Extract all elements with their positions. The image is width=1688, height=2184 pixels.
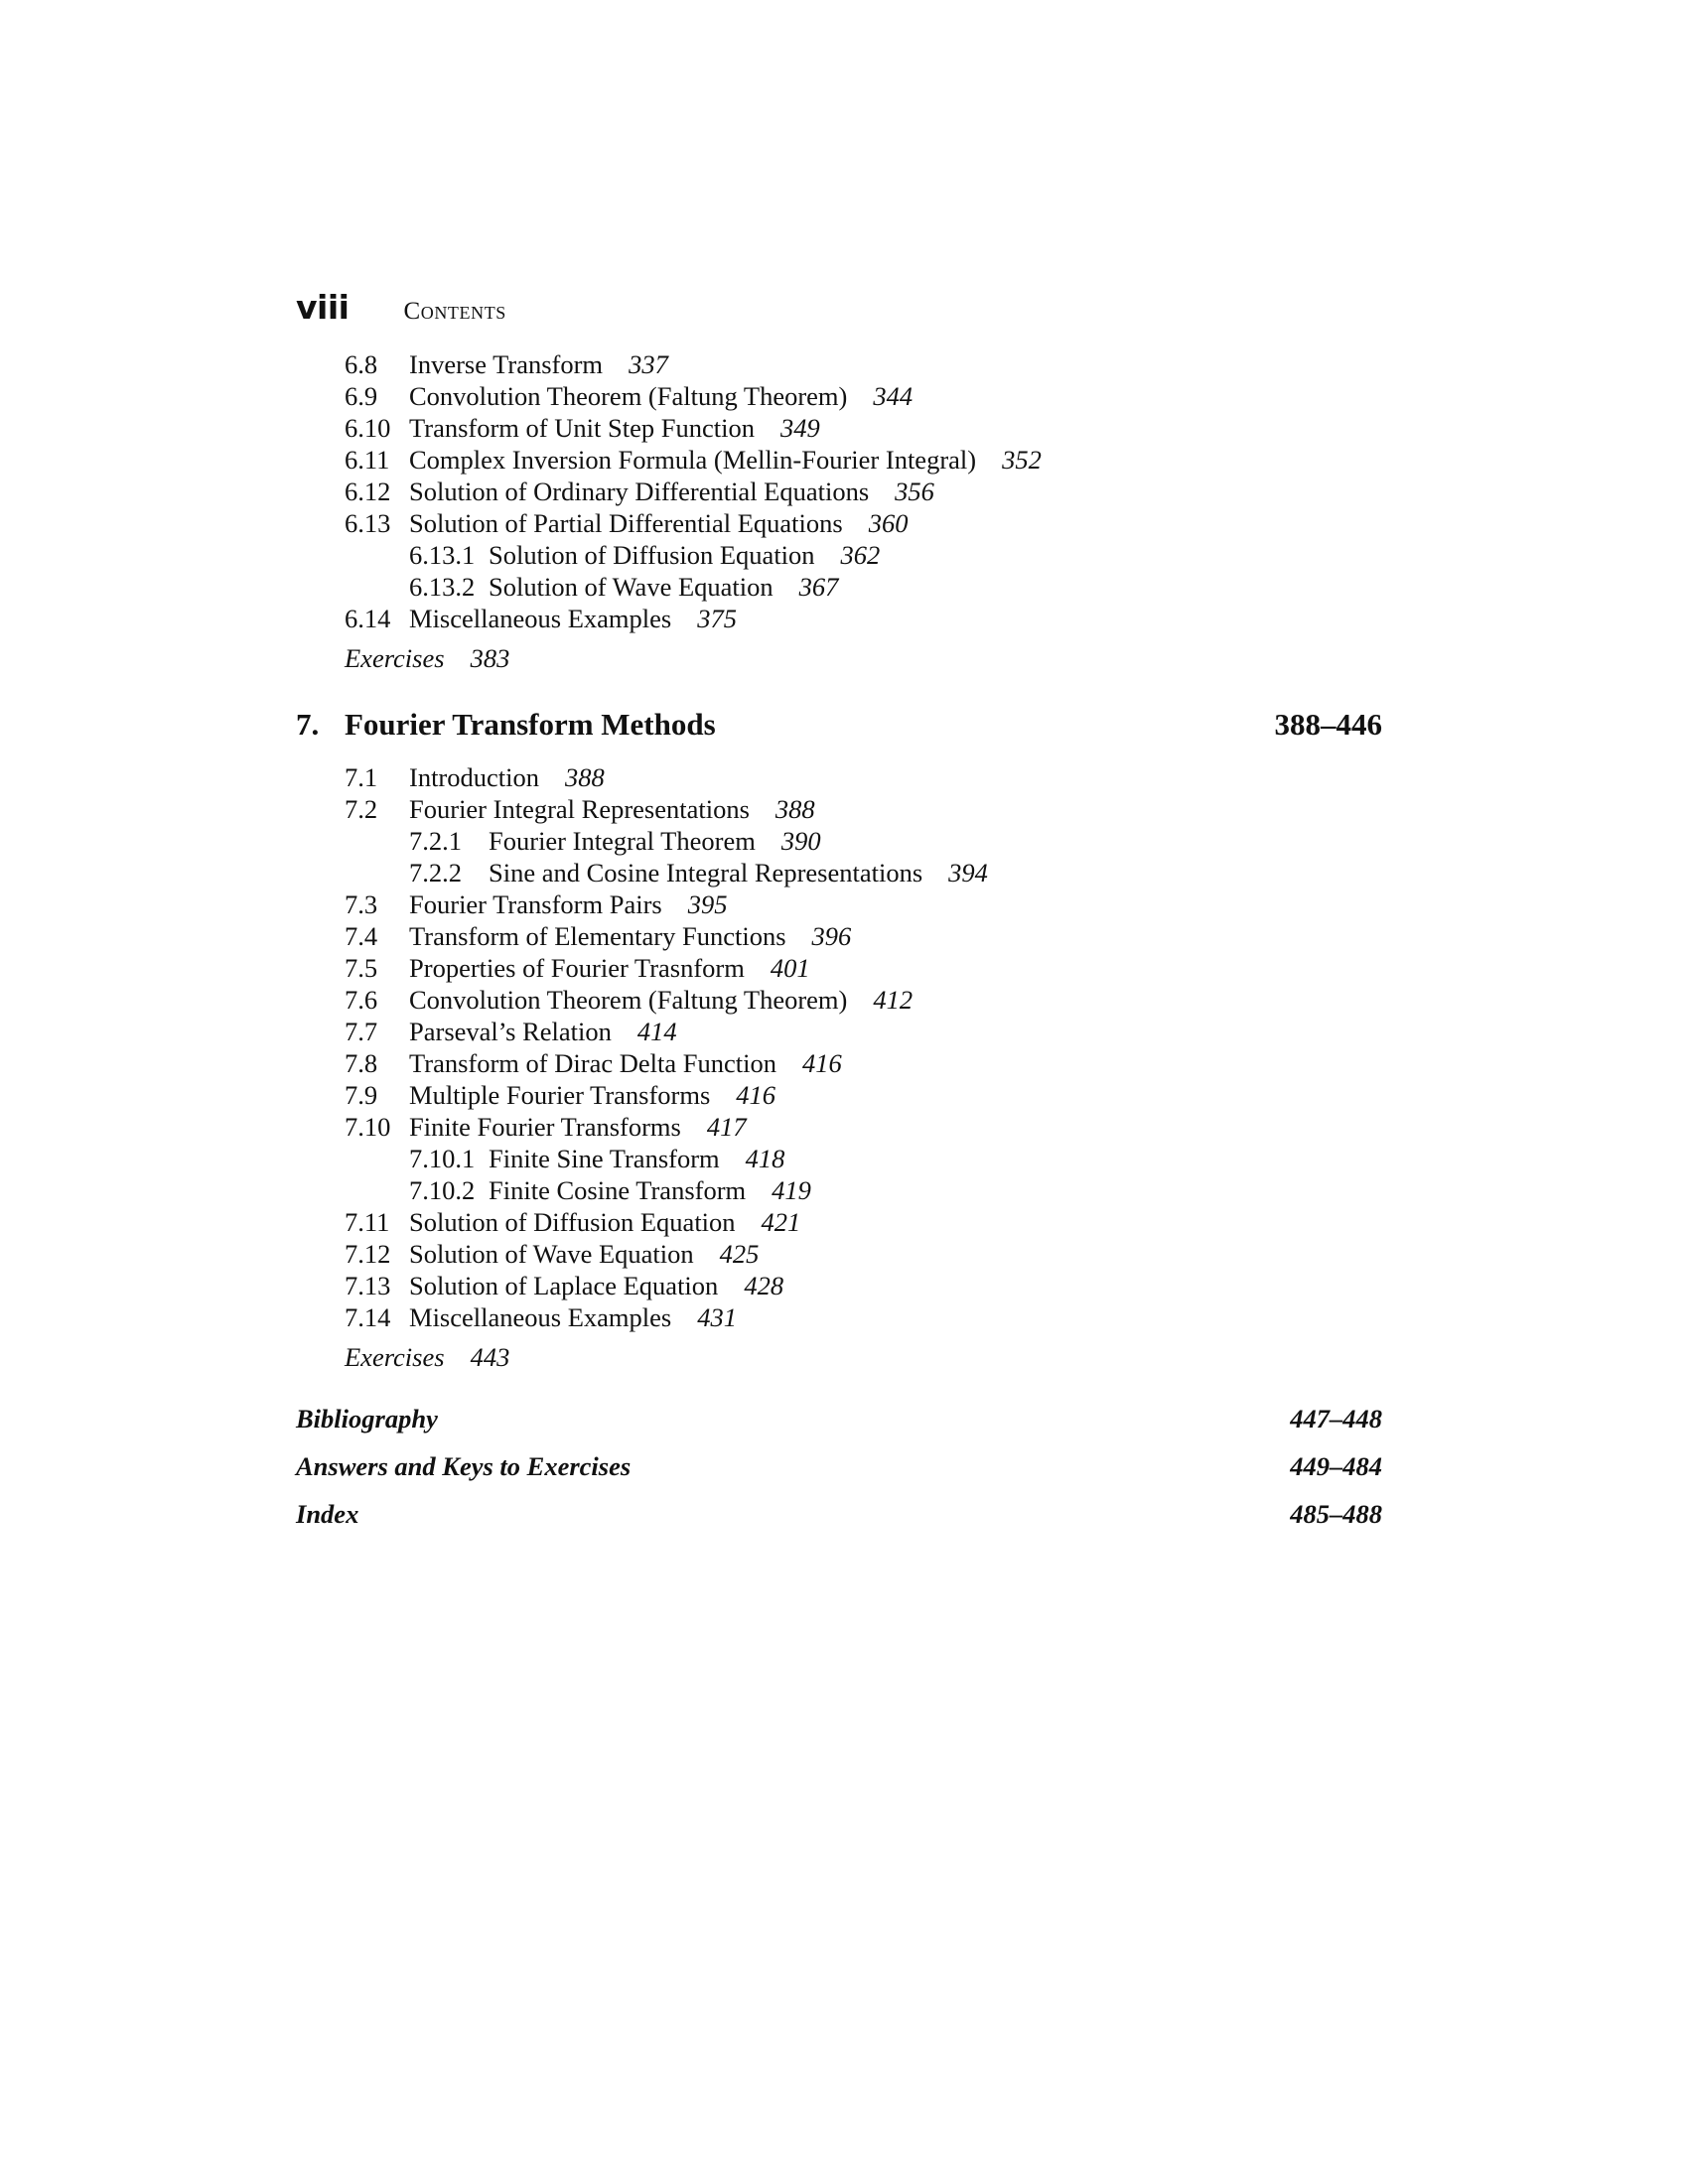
section-page: 388 (565, 762, 605, 792)
toc-entry-6-13-1[interactable] (409, 539, 880, 571)
chapter-pages: 388–446 (1274, 707, 1382, 742)
section-page: 412 (873, 985, 914, 1015)
section-title: Miscellaneous Examples (409, 604, 672, 633)
section-title: Solution of Wave Equation (409, 1239, 694, 1269)
section-page: 417 (706, 1112, 747, 1142)
toc-exercises-6[interactable] (345, 642, 509, 674)
toc-entry-6-8[interactable] (345, 348, 668, 380)
toc-entry-7-1[interactable] (345, 761, 605, 793)
toc-entry-7-13[interactable] (345, 1270, 783, 1301)
subsection-title: Finite Sine Transform (489, 1144, 720, 1173)
backmatter-title: Index (296, 1499, 359, 1529)
section-number: 7.3 (345, 889, 378, 919)
backmatter-pages: 447–448 (1290, 1404, 1382, 1433)
section-number: 7.14 (345, 1302, 391, 1332)
subsection-number: 7.2.1 (409, 826, 462, 856)
toc-exercises-7[interactable] (345, 1341, 509, 1373)
section-title: Introduction (409, 762, 539, 792)
subsection-title: Finite Cosine Transform (489, 1175, 747, 1205)
backmatter-title: Bibliography (296, 1404, 438, 1433)
chapter-title: Fourier Transform Methods (345, 707, 716, 742)
toc-entry-7-2[interactable] (345, 793, 815, 825)
section-title: Solution of Ordinary Differential Equations (409, 477, 870, 506)
section-page: 360 (868, 508, 909, 538)
section-page: 395 (687, 889, 728, 919)
subsection-page: 419 (772, 1175, 811, 1205)
toc-entry-7-2-2[interactable] (409, 857, 988, 888)
exercises-page: 383 (470, 643, 510, 673)
section-page: 352 (1002, 445, 1042, 475)
backmatter-pages: 485–488 (1290, 1499, 1382, 1529)
subsection-page: 394 (948, 858, 988, 887)
toc-entry-7-9[interactable] (345, 1079, 775, 1111)
toc-index[interactable] (296, 1497, 1382, 1531)
toc-bibliography[interactable] (296, 1402, 1382, 1435)
page-folio: viii (296, 288, 350, 327)
subsection-page: 390 (780, 826, 821, 856)
section-title: Transform of Unit Step Function (409, 413, 755, 443)
exercises-page: 443 (470, 1342, 510, 1372)
section-number: 7.2 (345, 794, 378, 824)
running-head: Contents (403, 298, 506, 325)
section-page: 421 (761, 1207, 801, 1237)
section-page: 396 (811, 921, 852, 951)
section-number: 7.7 (345, 1017, 378, 1046)
subsection-title: Sine and Cosine Integral Representations (489, 858, 923, 887)
toc-entry-7-6[interactable] (345, 984, 913, 1016)
section-page: 356 (895, 477, 934, 506)
toc-answers[interactable] (296, 1449, 1382, 1483)
section-title: Miscellaneous Examples (409, 1302, 672, 1332)
section-page: 375 (697, 604, 737, 633)
toc-entry-6-13-2[interactable] (409, 571, 838, 603)
toc-entry-7-2-1[interactable] (409, 825, 821, 857)
section-number: 7.8 (345, 1048, 378, 1078)
backmatter-title: Answers and Keys to Exercises (296, 1451, 632, 1481)
section-page: 431 (697, 1302, 737, 1332)
toc-entry-7-4[interactable] (345, 920, 851, 952)
subsection-number: 7.2.2 (409, 858, 462, 887)
subsection-number: 7.10.1 (409, 1144, 476, 1173)
section-title: Parseval’s Relation (409, 1017, 612, 1046)
toc-entry-7-3[interactable] (345, 888, 727, 920)
section-title: Multiple Fourier Transforms (409, 1080, 711, 1110)
section-number: 6.9 (345, 381, 378, 411)
section-number: 7.4 (345, 921, 378, 951)
section-number: 7.12 (345, 1239, 391, 1269)
subsection-page: 367 (798, 572, 839, 602)
toc-entry-7-14[interactable] (345, 1301, 737, 1333)
section-title: Convolution Theorem (Faltung Theorem) (409, 985, 848, 1015)
section-number: 7.13 (345, 1271, 391, 1300)
toc-entry-7-10-2[interactable] (409, 1174, 811, 1206)
section-page: 428 (744, 1271, 784, 1300)
toc-entry-6-14[interactable] (345, 603, 737, 634)
toc-entry-7-11[interactable] (345, 1206, 800, 1238)
section-title: Solution of Diffusion Equation (409, 1207, 736, 1237)
exercises-label: Exercises (345, 1342, 445, 1372)
subsection-number: 6.13.2 (409, 572, 476, 602)
section-title: Fourier Transform Pairs (409, 889, 662, 919)
section-title: Fourier Integral Representations (409, 794, 750, 824)
section-number: 7.5 (345, 953, 378, 983)
section-number: 7.9 (345, 1080, 378, 1110)
chapter-heading-7[interactable] (296, 705, 1382, 745)
section-title: Solution of Laplace Equation (409, 1271, 719, 1300)
toc-entry-6-9[interactable] (345, 380, 913, 412)
section-number: 6.13 (345, 508, 391, 538)
chapter-number: 7. (296, 707, 320, 742)
section-title: Complex Inversion Formula (Mellin-Fourier Integral) (409, 445, 977, 475)
section-title: Transform of Dirac Delta Function (409, 1048, 776, 1078)
section-page: 349 (779, 413, 820, 443)
subsection-title: Solution of Diffusion Equation (489, 540, 815, 570)
section-page: 416 (736, 1080, 776, 1110)
section-title: Convolution Theorem (Faltung Theorem) (409, 381, 848, 411)
subsection-number: 7.10.2 (409, 1175, 476, 1205)
toc-entry-7-8[interactable] (345, 1047, 842, 1079)
toc-entry-6-13[interactable] (345, 507, 908, 539)
subsection-page: 362 (840, 540, 881, 570)
section-number: 7.11 (345, 1207, 390, 1237)
section-page: 388 (774, 794, 815, 824)
section-page: 416 (801, 1048, 842, 1078)
section-number: 6.10 (345, 413, 391, 443)
section-page: 425 (719, 1239, 760, 1269)
section-title: Solution of Partial Differential Equations (409, 508, 843, 538)
toc-entry-6-10[interactable] (345, 412, 820, 444)
subsection-page: 418 (745, 1144, 785, 1173)
subsection-title: Fourier Integral Theorem (489, 826, 756, 856)
section-title: Finite Fourier Transforms (409, 1112, 681, 1142)
subsection-number: 6.13.1 (409, 540, 476, 570)
section-page: 401 (770, 953, 810, 983)
section-number: 6.11 (345, 445, 390, 475)
section-number: 7.1 (345, 762, 378, 792)
section-page: 344 (873, 381, 914, 411)
backmatter-pages: 449–484 (1290, 1451, 1382, 1481)
section-number: 6.14 (345, 604, 391, 633)
section-page: 337 (629, 349, 668, 379)
section-number: 7.6 (345, 985, 378, 1015)
toc-entry-7-10[interactable] (345, 1111, 747, 1143)
subsection-title: Solution of Wave Equation (489, 572, 774, 602)
section-title: Properties of Fourier Trasnform (409, 953, 745, 983)
toc-entry-7-12[interactable] (345, 1238, 759, 1270)
section-page: 414 (636, 1017, 677, 1046)
section-title: Transform of Elementary Functions (409, 921, 786, 951)
toc-entry-7-5[interactable] (345, 952, 810, 984)
toc-entry-7-7[interactable] (345, 1016, 677, 1047)
page-header (296, 288, 506, 338)
section-title: Inverse Transform (409, 349, 604, 379)
section-number: 6.8 (345, 349, 378, 379)
toc-entry-6-12[interactable] (345, 476, 934, 507)
toc-entry-6-11[interactable] (345, 444, 1042, 476)
toc-entry-7-10-1[interactable] (409, 1143, 784, 1174)
section-number: 7.10 (345, 1112, 391, 1142)
exercises-label: Exercises (345, 643, 445, 673)
section-number: 6.12 (345, 477, 391, 506)
